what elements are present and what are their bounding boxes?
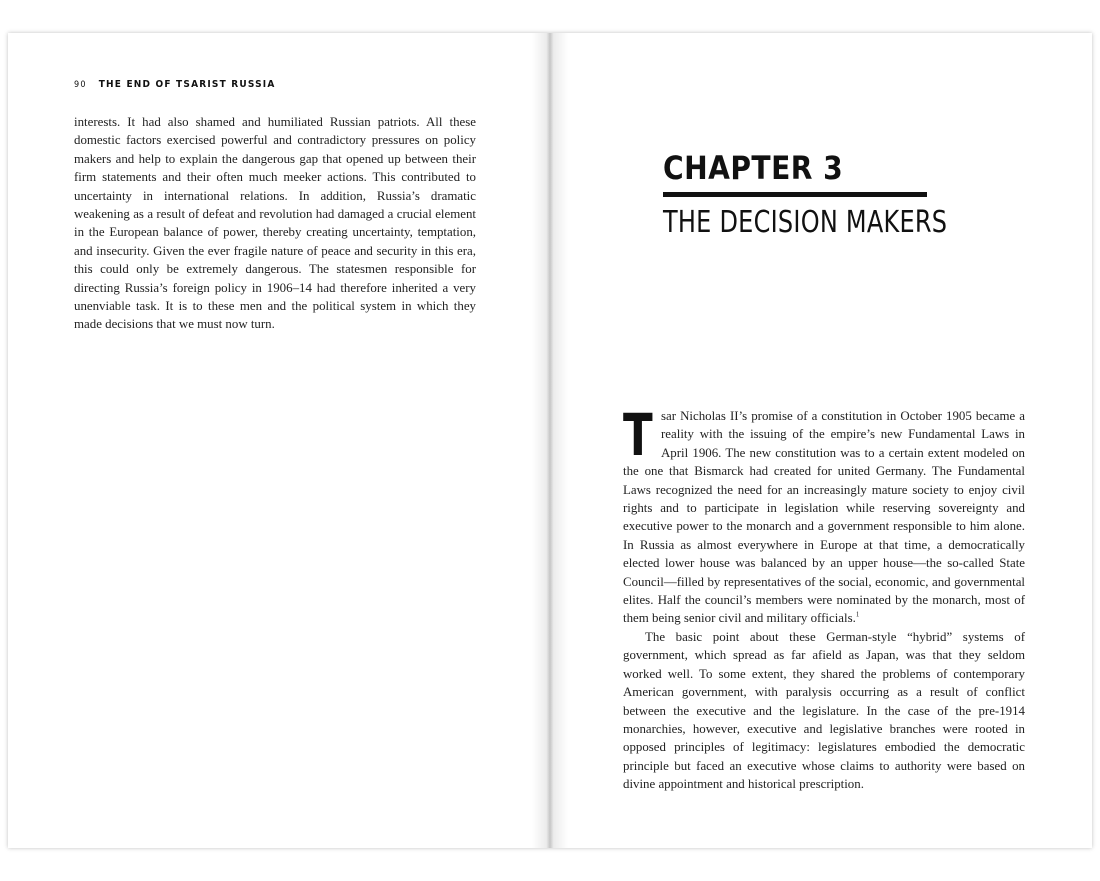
book-spread xyxy=(8,33,1092,848)
paragraph-1-text: sar Nicholas II’s promise of a constitution in October 1905 became a reality with the issuing of the empire’s new Fundamental Laws in April 1906. The new constitution was to a certain extent modeled on the one that Bismarck had created for united Germany. The Fundamental Laws recognized the need for an increasingly mature society to enjoy civil rights and to participate in legislation while reserving sovereignty and executive power to the monarch and a government responsible to him alone. In Russia as almost everywhere in Europe at that time, a democratically elected lower house was balanced by an upper house—the so-called State Council—filled by representatives of the social, economic, and governmental elites. Half the council’s members were nominated by the monarch, most of them being senior civil and military officials. xyxy=(623,409,1025,626)
chapter-heading xyxy=(663,149,948,241)
page-number: 90 xyxy=(74,80,87,90)
footnote-marker[interactable]: 1 xyxy=(855,611,860,620)
chapter-label: CHAPTER 3 xyxy=(663,149,844,187)
paragraph: interests. It had also shamed and humiliated Russian patriots. All these domestic factors exercised powerful and contradictory pressures on policy makers and help to explain the dangerous gap that opened up between their firm statements and their often much meeker actions. This contributed to uncertainty in international relations. In addition, Russia’s dramatic weakening as a result of defeat and revolution had damaged a crucial element in the European balance of power, thereby creating uncertainty, temptation, and insecurity. Given the ever fragile nature of peace and security in this era, this could only be extremely dangerous. The statesmen responsible for directing Russia’s foreign policy in 1906–14 had therefore inherited a very unenviable task. It is to these men and the political system in which they made decisions that we must now turn. xyxy=(74,115,476,332)
right-page xyxy=(550,33,1092,848)
drop-cap: T xyxy=(623,401,653,469)
right-body-text xyxy=(623,401,1025,794)
paragraph-2: The basic point about these German-style “hybrid” systems of government, which spread as far afield as Japan, was that they seldom worked well. To some extent, they shared the problems of contemporary American government, with paralysis occurring as a result of conflict between the executive and the legislature. In the case of the pre-1914 monarchies, however, executive and legislative branches were rooted in opposed principles of legitimacy: legislatures embodied the democratic principle but faced an executive whose claims to authority were based on divine appointment and historical prescription. xyxy=(623,629,1025,792)
left-body-text xyxy=(74,113,476,334)
running-head-title: THE END OF TSARIST RUSSIA xyxy=(98,79,276,90)
chapter-title: THE DECISION MAKERS xyxy=(663,205,948,240)
left-page xyxy=(8,33,550,848)
chapter-rule xyxy=(663,192,927,197)
opening-paragraph xyxy=(623,401,1025,628)
running-head xyxy=(74,79,276,90)
